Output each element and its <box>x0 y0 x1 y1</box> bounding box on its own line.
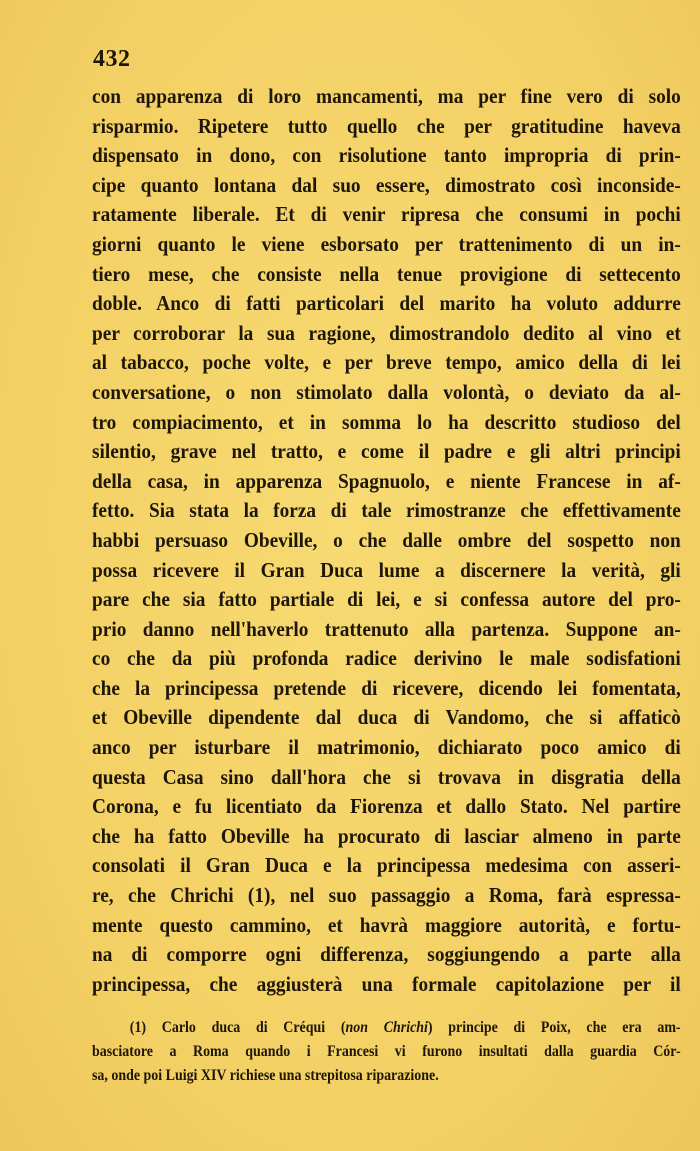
body-line: dispensato in dono, con risolutione tanto impropria di prin- <box>92 143 681 168</box>
body-line: che la principessa pretende di ricevere, dicendo lei fomentata, <box>92 675 681 700</box>
footnote-line: sa, onde poi Luigi XIV richiese una strepitosa riparazione. <box>92 1067 439 1084</box>
body-line: habbi persuaso Obeville, o che dalle ombre del sospetto non <box>92 527 681 552</box>
body-line: mente questo cammino, et havrà maggiore autorità, e fortu- <box>92 912 681 937</box>
body-line: pare che sia fatto partiale di lei, e si confessa autore del pro- <box>92 587 681 612</box>
body-line: giorni quanto le viene esborsato per trattenimento di un in- <box>92 231 681 256</box>
body-text <box>92 82 681 999</box>
body-line: consolati il Gran Duca e la principessa medesima con asseri- <box>92 853 681 878</box>
body-line: della casa, in apparenza Spagnuolo, e niente Francese in af- <box>92 468 681 493</box>
footnote-line: basciatore a Roma quando i Francesi vi furono insultati dalla guardia Cór- <box>92 1043 681 1060</box>
body-line: et Obeville dipendente dal duca di Vandomo, che si affaticò <box>92 705 681 730</box>
body-line: tiero mese, che consiste nella tenue provigione di settecento <box>92 261 681 286</box>
body-line: che ha fatto Obeville ha procurato di lasciar almeno in parte <box>92 823 681 848</box>
body-line: na di comporre ogni differenza, soggiungendo a parte alla <box>92 942 681 967</box>
body-line: anco per isturbare il matrimonio, dichiarato poco amico di <box>92 735 681 760</box>
body-line: co che da più profonda radice derivino le male sodisfationi <box>92 646 681 671</box>
body-line: ratamente liberale. Et di venir ripresa che consumi in pochi <box>92 202 681 227</box>
body-line: principessa, che aggiusterà una formale capitolazione per il <box>92 971 681 996</box>
body-line: conversatione, o non stimolato dalla volontà, o deviato da al- <box>92 379 681 404</box>
body-line: doble. Anco di fatti particolari del marito ha voluto addurre <box>92 291 681 316</box>
page-number: 432 <box>93 46 131 72</box>
body-line: Corona, e fu licentiato da Fiorenza et dallo Stato. Nel partire <box>92 794 681 819</box>
footnote-text: ) principe di Poix, che era am- <box>427 1019 681 1036</box>
body-line: possa ricevere il Gran Duca lume a discernere la verità, gli <box>92 557 681 582</box>
body-line: con apparenza di loro mancamenti, ma per fine vero di solo <box>92 84 681 108</box>
body-line: tro compiacimento, et in somma lo ha descritto studioso del <box>92 409 681 434</box>
footnote-text: (1) Carlo duca di Créqui ( <box>129 1019 346 1036</box>
body-line: silentio, grave nel tratto, e come il padre e gli altri principi <box>92 439 681 464</box>
body-line: risparmio. Ripetere tutto quello che per gratitudine haveva <box>92 113 681 138</box>
body-line: questa Casa sino dall'hora che si trovava in disgratia della <box>92 764 681 789</box>
footnote-italic-text: non Chrichi <box>345 1019 428 1036</box>
body-line: per corroborar la sua ragione, dimostrandolo dedito al vino et <box>92 320 681 345</box>
body-line: al tabacco, poche volte, e per breve tempo, amico della di lei <box>92 350 681 375</box>
footnote <box>92 1016 681 1088</box>
body-line: re, che Chrichi (1), nel suo passaggio a Roma, farà espressa- <box>92 883 681 908</box>
body-line: prio danno nell'haverlo trattenuto alla partenza. Suppone an- <box>92 616 681 641</box>
body-line: fetto. Sia stata la forza di tale rimostranze che effettivamente <box>92 498 681 523</box>
footnote-line <box>92 1016 681 1040</box>
body-line: cipe quanto lontana dal suo essere, dimostrato così inconside- <box>92 172 681 197</box>
